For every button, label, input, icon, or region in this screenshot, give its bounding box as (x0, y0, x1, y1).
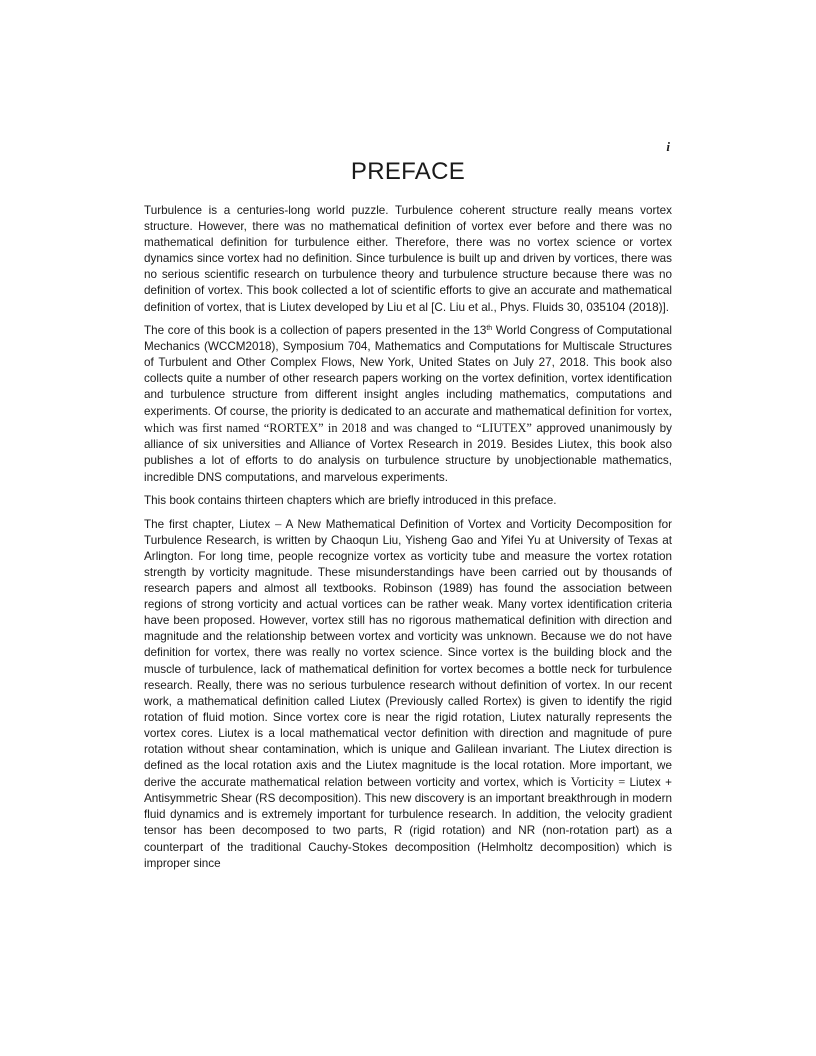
equation-equals: = (613, 775, 630, 790)
text-run: Liutex + Antisymmetric Shear (RS decomposition). This new discovery is an important breakthrough in modern fluid dynamics and is extremely important for turbulence research. In addition, the velocity gradient tensor has been decomposed to two parts, R (rigid rotation) and NR (non-rotation part) as a counterpart of the traditional Cauchy-Stokes decomposition (Helmholtz decomposition) which is improper since (144, 776, 673, 870)
en-dash: – (275, 516, 282, 531)
text-run: A New Mathematical Definition of Vortex and Vorticity Decomposition for Turbulence Research, is written by Chaoqun Liu, Yisheng Gao and Yifei Yu at University of Texas at Arlington. For long time, people recognize vortex as vorticity tube and measure the vortex rotation strength by vorticity magnitude. These misunderstandings have been carried out by thousands of research papers and almost all textbooks. Robinson (1989) has found the association between regions of strong vorticity and actual vortices can be rather weak. Many vortex identification criteria have been proposed. However, vortex still has no rigorous mathematical definition with direction and magnitude and the relationship between vortex and vorticity was unknown. Because we do not have definition for vortex, there was really no vortex science. Since vortex is the building block and the muscle of turbulence, lack of mathematical definition for vortex becomes a bottle neck for turbulence research. Really, there was no serious turbulence research without definition of vortex. In our recent work, a mathematical definition called Liutex (Previously called Rortex) is given to identify the rigid rotation of fluid motion. Since vortex core is near the rigid rotation, Liutex naturally represents the vortex cores. Liutex is a local mathematical vector definition with direction and magnitude of pure rotation without shear contamination, which is unique and Galilean invariant. The Liutex direction is defined as the local rotation axis and the Liutex magnitude is the local rotation. More important, we derive the accurate mathematical relation between vorticity and vortex, which is (144, 517, 673, 790)
superscript: th (486, 324, 493, 332)
page-number: i (666, 139, 670, 154)
text-run: approved unanimously by alliance of six universities and Alliance of Vortex Research in 2019. Besides Liutex, this book also publishes a lot of efforts to do analysis on turbulence structure by unobjectionable mathematics, incredible DNS computations, and marvelous experiments. (144, 422, 672, 484)
preface-body (144, 203, 672, 879)
paragraph-intro: Turbulence is a centuries-long world puzzle. Turbulence coherent structure really means vortex structure. However, there was no mathematical definition of vortex ever before and there was no mathematical definition for turbulence either. Therefore, there was no vortex science or vortex dynamics since vortex had no definition. Since turbulence is built up and driven by vortices, there was no serious scientific research on turbulence theory and turbulence structure because there was no definition of vortex. This book collected a lot of scientific efforts to give an accurate and mathematical definition of vortex, that is Liutex developed by Liu et al [C. Liu et al., Phys. Fluids 30, 035104 (2018)]. (144, 204, 672, 314)
text-run: World Congress of Computational Mechanics (WCCM2018), Symposium 704, Mathematics and Computations for Multiscale Structures of Turbulent and Other Complex Flows, New York, United States on July 27, 2018. This book also collects quite a number of other research papers working on the vortex definition, vortex identification and turbulence structure from different insight angles including mathematics, computations and experiments. Of course, the priority is dedicated to an accurate and mathematical (144, 323, 672, 419)
text-run: The first chapter, Liutex (144, 517, 276, 531)
paragraph-book-core (144, 323, 672, 486)
equation-vorticity: Vorticity (570, 775, 614, 790)
paragraph-chapters-intro: This book contains thirteen chapters which are briefly introduced in this preface. (144, 493, 557, 507)
text-run-serif: definition for vortex, which was first named “RORTEX” in 2018 and was changed to “LIUTEX” (144, 404, 672, 436)
page-title: PREFACE (350, 158, 466, 185)
text-run: The core of this book is a collection of papers presented in the 13 (144, 323, 487, 337)
paragraph-chapter-one (144, 516, 672, 872)
